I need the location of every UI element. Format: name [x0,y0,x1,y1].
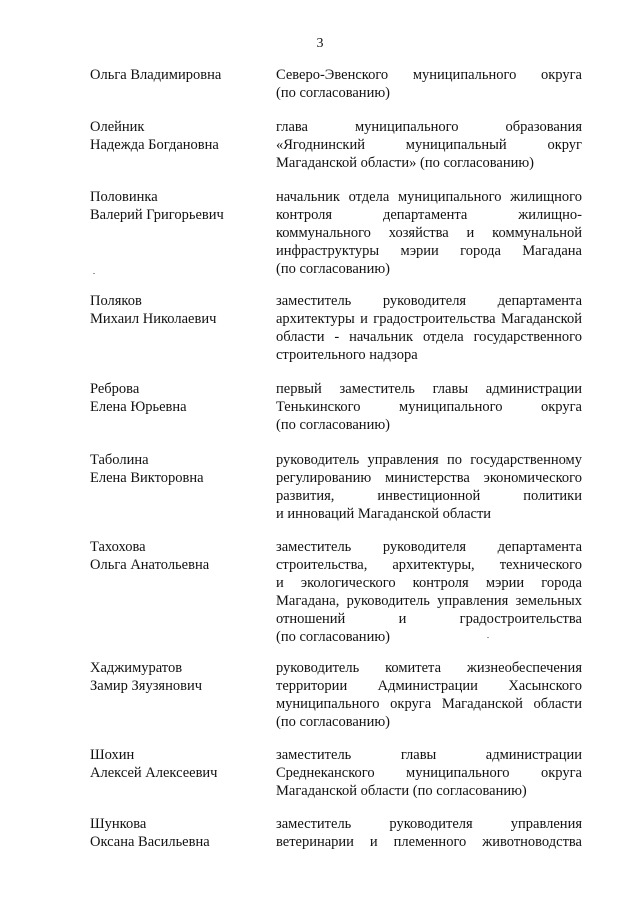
person-name [90,746,260,782]
name-line: Реброва [90,381,140,397]
role-line: (по согласованию) [276,85,390,101]
role-line: начальник отдела муниципального жилищного [276,189,582,205]
person-name [90,451,260,487]
person-name [90,538,260,574]
name-line: Ольга Анатольевна [90,557,210,573]
role-line: архитектуры и градостроительства Магаданской [276,311,582,327]
role-line: заместитель главы администрации [276,747,582,763]
role-line: «Ягоднинский муниципальный округ [276,137,582,153]
role-line: инфраструктуры мэрии города Магадана [276,243,582,259]
role-line: заместитель руководителя департамента [276,293,582,309]
person-name [90,292,260,328]
person-role [276,118,582,172]
role-line: Тенькинского муниципального округа [276,399,582,415]
person-name [90,188,260,224]
role-line: развития, инвестиционной политики [276,488,582,504]
person-role [276,815,582,851]
name-line: Тахохова [90,539,146,555]
name-line: Михаил Николаевич [90,311,217,327]
role-line: и инноваций Магаданской области [276,506,492,522]
name-line: Олейник [90,119,145,135]
role-line: Магаданской области (по согласованию) [276,783,527,799]
name-line: Шохин [90,747,135,763]
person-name [90,66,260,84]
person-role [276,538,582,646]
role-line: глава муниципального образования [276,119,582,135]
scan-speck [487,637,489,638]
name-line: Таболина [90,452,149,468]
role-line: области - начальник отдела государственного [276,329,582,345]
name-line: Шункова [90,816,147,832]
person-role [276,659,582,731]
name-line: Надежда Богдановна [90,137,219,153]
role-line: руководитель комитета жизнеобеспечения [276,660,582,676]
role-line: Магадана, руководитель управления земельных [276,593,582,609]
role-line: и экологического контроля мэрии города [276,575,582,591]
role-line: Среднеканского муниципального округа [276,765,582,781]
role-line: первый заместитель главы администрации [276,381,582,397]
person-name [90,118,260,154]
role-line: (по согласованию) [276,261,390,277]
name-line: Замир Зяузянович [90,678,202,694]
scan-speck [93,273,95,274]
role-line: ветеринарии и племенного животноводства [276,834,582,850]
person-role [276,380,582,434]
role-line: контроля департамента жилищно- [276,207,582,223]
name-line: Алексей Алексеевич [90,765,218,781]
person-role [276,188,582,278]
role-line: муниципального округа Магаданской области [276,696,582,712]
role-line: Северо-Эвенского муниципального округа [276,67,582,83]
person-name [90,380,260,416]
role-line: (по согласованию) [276,629,390,645]
person-role [276,451,582,523]
name-line: Елена Викторовна [90,470,204,486]
name-line: Ольга Владимировна [90,67,222,83]
role-line: (по согласованию) [276,714,390,730]
role-line: (по согласованию) [276,417,390,433]
name-line: Половинка [90,189,158,205]
person-role [276,746,582,800]
person-role [276,66,582,102]
role-line: Магаданской области» (по согласованию) [276,155,534,171]
person-name [90,815,260,851]
role-line: регулированию министерства экономического [276,470,582,486]
name-line: Поляков [90,293,142,309]
role-line: заместитель руководителя управления [276,816,582,832]
role-line: строительства, архитектуры, технического [276,557,582,573]
name-line: Хаджимуратов [90,660,183,676]
role-line: коммунального хозяйства и коммунальной [276,225,582,241]
name-line: Валерий Григорьевич [90,207,224,223]
name-line: Елена Юрьевна [90,399,187,415]
role-line: руководитель управления по государственному [276,452,582,468]
name-line: Оксана Васильевна [90,834,210,850]
role-line: территории Администрации Хасынского [276,678,582,694]
role-line: отношений и градостроительства [276,611,582,627]
page-number: 3 [316,36,324,51]
role-line: строительного надзора [276,347,418,363]
role-line: заместитель руководителя департамента [276,539,582,555]
person-name [90,659,260,695]
person-role [276,292,582,364]
